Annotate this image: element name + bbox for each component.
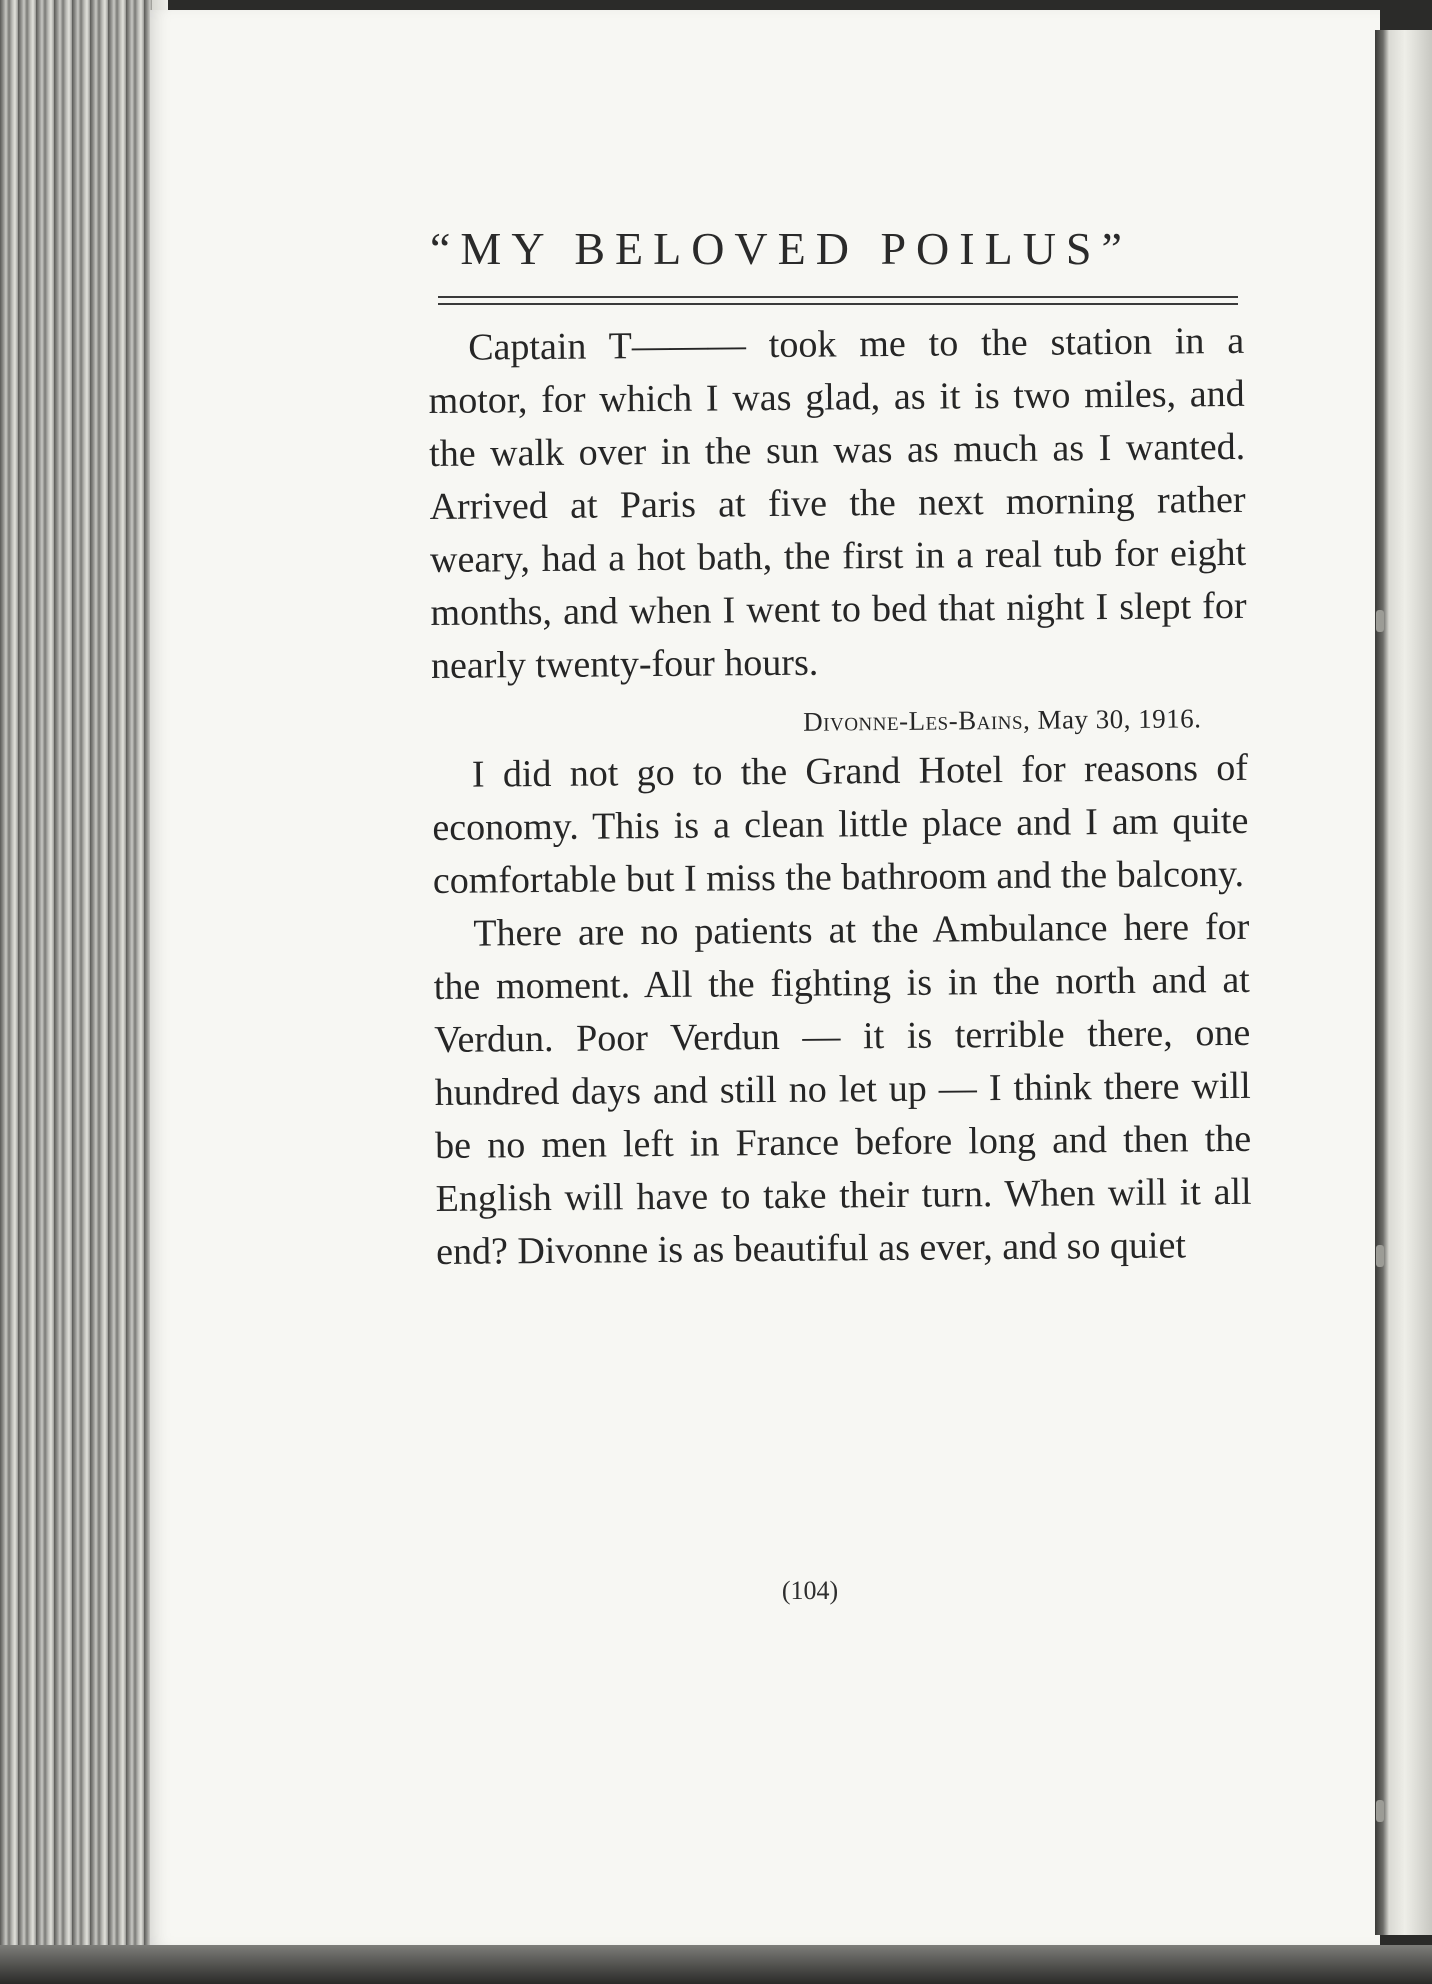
paragraph: I did not go to the Grand Hotel for reasons of economy. This is a clean little place and I am quite comfortable but I miss the bathroom and the balcony. [432, 746, 1249, 902]
dateline-place: Divonne-Les-Bains, [803, 704, 1031, 737]
body-text [428, 315, 1252, 1279]
dateline-date: May 30, 1916. [1037, 703, 1202, 735]
header-rule [438, 303, 1238, 305]
binding-thread [1376, 1800, 1384, 1822]
gutter-edge [1375, 30, 1432, 1935]
paragraph: Captain T——— took me to the station in a motor, for which I was glad, as it is two miles, and the walk over in the sun was as much as I wanted. Arrived at Paris at five the next morning rather weary, had a hot bath, the first in a real tub for eight months, and when I went to bed that night I slept for nearly twenty-four hours. [428, 319, 1247, 687]
bottom-shadow [0, 1945, 1432, 1984]
binding-thread [1376, 610, 1384, 632]
page-number: (104) [781, 1576, 839, 1605]
page-edges [0, 0, 160, 1950]
running-head: “MY BELOVED POILUS” [430, 223, 1132, 274]
binding-thread [1376, 1245, 1384, 1267]
header-rule [438, 296, 1238, 298]
dateline [431, 694, 1201, 749]
paragraph: There are no patients at the Ambulance here for the moment. All the fighting is in the north and at Verdun. Poor Verdun — it is terrible there, one hundred days and still no let up — I think there will be no men left in France before long and then the English will have to take their turn. When will it all end? Divonne is as beautiful as ever, and so quiet [433, 905, 1252, 1273]
